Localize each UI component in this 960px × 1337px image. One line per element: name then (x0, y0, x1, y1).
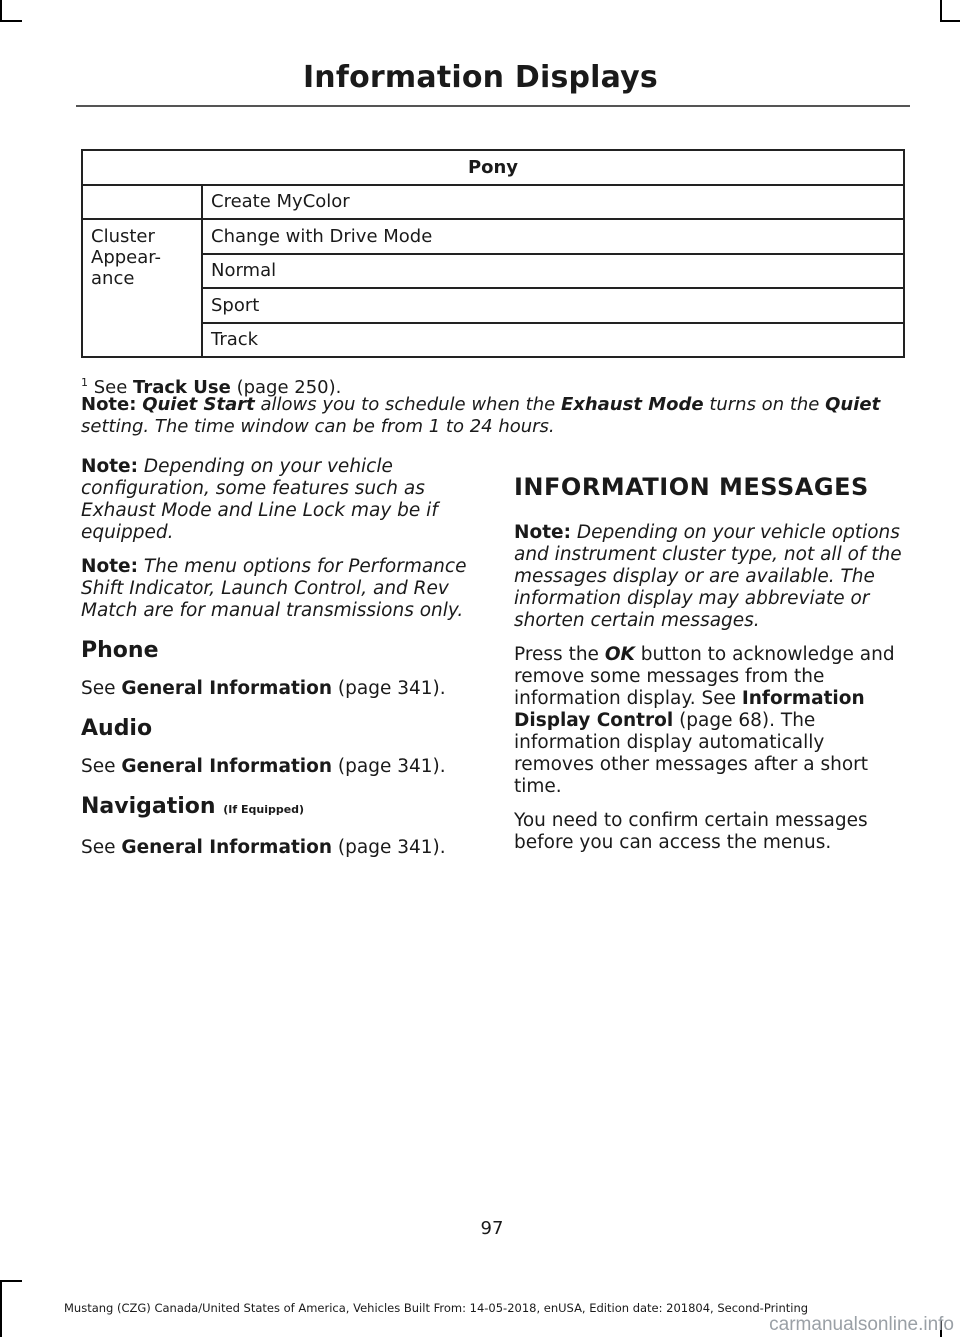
table-cell-option: Change with Drive Mode (202, 219, 904, 254)
page-ref: (page 341). (337, 837, 446, 858)
page-ref: (page 341). (337, 756, 446, 777)
acknowledge-paragraph (514, 644, 906, 798)
footnote-marker: 1 (81, 376, 88, 389)
watermark: carmanualsonline.info (769, 1314, 954, 1335)
page-number: 97 (480, 1218, 504, 1239)
ok-button-term: OK (604, 644, 635, 665)
page-title: Information Displays (302, 60, 658, 95)
table-header-row (82, 150, 904, 185)
phone-reference (81, 678, 473, 700)
note-label: Note: (81, 456, 138, 477)
pony-settings-table (81, 149, 905, 358)
note-quiet-start (81, 394, 881, 438)
note-text: allows you to schedule when the (260, 394, 556, 415)
note-text: setting. The time window can be from 1 to 24 hours. (81, 416, 555, 437)
phone-heading: Phone (81, 638, 159, 663)
note-manual-transmission (81, 556, 473, 622)
note-text: The menu options for Performance Shift Indicator, Launch Control, and Rev Match are for manual transmissions only. (81, 556, 467, 621)
see-text: See (81, 756, 116, 777)
see-text: See (81, 837, 116, 858)
information-display-control-link[interactable]: Information Display Control (514, 688, 865, 731)
crop-mark-top-right (940, 0, 942, 22)
see-text: See (81, 678, 116, 699)
paragraph-text: Press the (514, 644, 599, 665)
table-heading: Pony (82, 150, 904, 185)
term-quiet: Quiet (825, 394, 881, 415)
audio-reference (81, 756, 473, 778)
confirm-paragraph: You need to confirm certain messages before you can access the menus. (514, 810, 868, 853)
paragraph-text: button to acknowledge and remove some messages from the information display. See (514, 644, 895, 709)
footnote-link[interactable]: Track Use (133, 377, 231, 398)
table-cell-option: Track (202, 323, 904, 358)
header-divider (76, 105, 910, 107)
label-line: Appear- (91, 247, 162, 268)
note-text: turns on the (709, 394, 820, 415)
table-row (82, 288, 904, 323)
note-label: Note: (81, 556, 138, 577)
footnote-suffix: (page 250). (236, 377, 342, 398)
navigation-heading (81, 796, 473, 821)
note-availability (514, 522, 906, 632)
table-cell-option: Create MyColor (202, 185, 904, 220)
note-label: Note: (514, 522, 571, 543)
note-label: Note: (81, 394, 137, 415)
paragraph-text: (page 68). The information display automatically removes other messages after a short time. (514, 710, 869, 797)
right-column (514, 473, 906, 866)
crop-mark-bottom-left (0, 1280, 2, 1337)
general-information-link[interactable]: General Information (121, 837, 333, 858)
table-cell-option: Sport (202, 288, 904, 323)
table-row (82, 323, 904, 358)
note-configuration (81, 456, 473, 544)
cluster-appearance-label (82, 219, 202, 357)
information-messages-heading: INFORMATION MESSAGES (514, 473, 869, 501)
audio-heading: Audio (81, 716, 153, 741)
table-empty-cell (82, 185, 202, 220)
table-row (82, 185, 904, 220)
note-text: Depending on your vehicle configuration, some features such as Exhaust Mode and Line Lock may be if equipped. (81, 456, 438, 543)
left-column (81, 456, 473, 871)
note-text: Depending on your vehicle options and instrument cluster type, not all of the messages display or are available. The information display may abbreviate or shorten certain messages. (514, 522, 902, 631)
general-information-link[interactable]: General Information (121, 678, 333, 699)
page-ref: (page 341). (337, 678, 446, 699)
label-line: ance (91, 268, 135, 289)
table-cell-option: Normal (202, 254, 904, 289)
general-information-link[interactable]: General Information (121, 756, 333, 777)
crop-mark-top-left (0, 0, 2, 22)
navigation-title: Navigation (81, 794, 216, 819)
footer-edition-info: Mustang (CZG) Canada/United States of America, Vehicles Built From: 14-05-2018, enUSA, Edition date: 201804, Second-Printing (64, 1301, 809, 1315)
term-quiet-start: Quiet Start (142, 394, 255, 415)
if-equipped-tag: (If Equipped) (223, 803, 305, 816)
footnote-prefix: See (93, 377, 128, 398)
navigation-reference (81, 837, 473, 859)
crop-mark-top-right-h (940, 20, 960, 22)
table-row (82, 254, 904, 289)
crop-mark-top-left-h (0, 20, 22, 22)
label-line: Cluster (91, 226, 155, 247)
table-row (82, 219, 904, 254)
term-exhaust-mode: Exhaust Mode (560, 394, 704, 415)
crop-mark-bottom-left-h (0, 1280, 22, 1282)
